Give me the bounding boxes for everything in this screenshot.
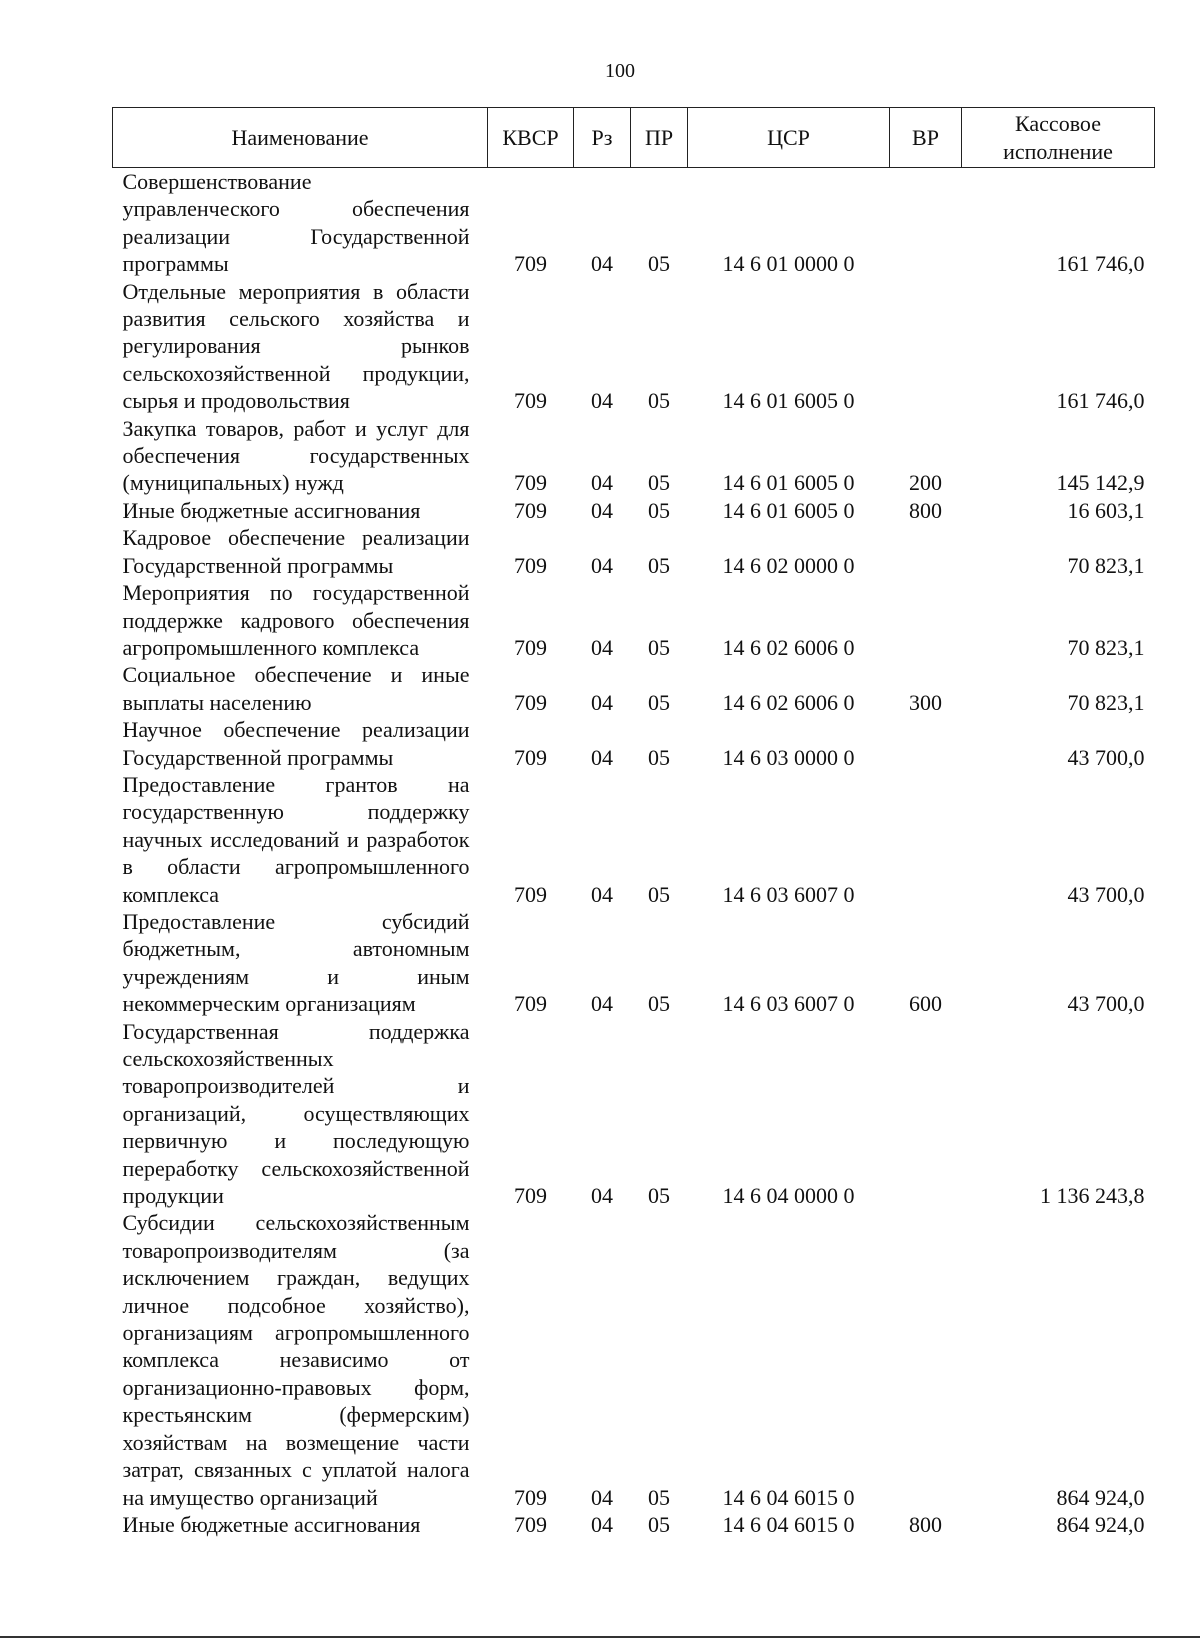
cell-csr: 14 6 01 6005 0 — [722, 497, 855, 523]
cell-amount: 43 700,0 — [1067, 744, 1145, 770]
table-row — [113, 168, 1155, 278]
cell-amount: 43 700,0 — [1067, 991, 1145, 1017]
cell-pr: 05 — [648, 388, 670, 414]
cell-amount: 161 746,0 — [1056, 251, 1145, 277]
cell-amount: 70 823,1 — [1067, 552, 1145, 578]
budget-table — [112, 107, 1155, 1538]
cell-kvsr: 709 — [514, 881, 547, 907]
cell-name: Социальное обеспечение и иные выплаты населению — [122, 662, 470, 715]
cell-csr: 14 6 02 6006 0 — [722, 634, 855, 660]
cell-kvsr: 709 — [514, 1484, 547, 1510]
cell-rz: 04 — [591, 1511, 613, 1537]
table-row — [113, 908, 1155, 1018]
cell-vr — [890, 168, 962, 278]
cell-rz: 04 — [591, 689, 613, 715]
cell-kvsr: 709 — [514, 689, 547, 715]
table-body — [113, 168, 1155, 1539]
cell-pr: 05 — [648, 689, 670, 715]
budget-table-container — [112, 107, 1154, 1538]
cell-rz: 04 — [591, 991, 613, 1017]
table-row — [113, 278, 1155, 415]
cell-amount: 70 823,1 — [1067, 634, 1145, 660]
header-kvsr: КВСР — [488, 108, 574, 168]
cell-name: Предоставление субсидий бюджетным, автономным учреждениям и иным некоммерческим организациям — [122, 908, 470, 1017]
cell-amount: 864 924,0 — [1056, 1511, 1145, 1537]
cell-amount: 161 746,0 — [1056, 388, 1145, 414]
header-amount — [962, 108, 1155, 168]
cell-csr: 14 6 01 6005 0 — [722, 470, 855, 496]
cell-kvsr: 709 — [514, 388, 547, 414]
cell-kvsr: 709 — [514, 552, 547, 578]
header-csr: ЦСР — [688, 108, 890, 168]
cell-kvsr: 709 — [514, 1511, 547, 1537]
cell-vr — [890, 1018, 962, 1210]
table-header — [113, 108, 1155, 168]
cell-name: Совершенствование управленческого обеспечения реализации Государственной программы — [122, 169, 470, 277]
cell-vr — [890, 771, 962, 908]
cell-csr: 14 6 04 6015 0 — [722, 1511, 855, 1537]
cell-kvsr: 709 — [514, 991, 547, 1017]
table-row — [113, 1209, 1155, 1510]
cell-vr: 300 — [909, 689, 942, 715]
cell-amount: 43 700,0 — [1067, 881, 1145, 907]
cell-csr: 14 6 03 6007 0 — [722, 991, 855, 1017]
cell-kvsr: 709 — [514, 744, 547, 770]
cell-amount: 1 136 243,8 — [1040, 1183, 1145, 1209]
table-row — [113, 524, 1155, 579]
cell-vr — [890, 524, 962, 579]
header-rz: Рз — [574, 108, 631, 168]
cell-csr: 14 6 02 6006 0 — [722, 689, 855, 715]
table-row — [113, 1018, 1155, 1210]
cell-pr: 05 — [648, 552, 670, 578]
cell-name: Закупка товаров, работ и услуг для обеспечения государственных (муниципальных) нужд — [122, 415, 470, 496]
cell-rz: 04 — [591, 497, 613, 523]
cell-name: Субсидии сельскохозяйственным товаропроизводителям (за исключением граждан, ведущих личное подсобное хозяйство), организациям агропромышленного комплекса независимо от организационно-правовых форм, крестьянским (фермерским) хозяйствам на возмещение части затрат, связанных с уплатой налога на имущество организаций — [122, 1210, 470, 1510]
cell-rz: 04 — [591, 744, 613, 770]
cell-csr: 14 6 01 6005 0 — [722, 388, 855, 414]
cell-rz: 04 — [591, 1484, 613, 1510]
cell-kvsr: 709 — [514, 497, 547, 523]
cell-name: Государственная поддержка сельскохозяйственных товаропроизводителей и организаций, осуществляющих первичную и последующую переработку сельскохозяйственной продукции — [122, 1018, 470, 1209]
cell-csr: 14 6 03 0000 0 — [722, 744, 855, 770]
cell-name: Научное обеспечение реализации Государственной программы — [122, 717, 470, 770]
cell-csr: 14 6 01 0000 0 — [722, 251, 855, 277]
cell-amount: 16 603,1 — [1067, 497, 1145, 523]
table-row — [113, 771, 1155, 908]
cell-name: Кадровое обеспечение реализации Государственной программы — [122, 525, 470, 578]
table-row — [113, 415, 1155, 497]
cell-amount: 864 924,0 — [1056, 1484, 1145, 1510]
cell-kvsr: 709 — [514, 634, 547, 660]
cell-kvsr: 709 — [514, 251, 547, 277]
cell-csr: 14 6 04 0000 0 — [722, 1183, 855, 1209]
cell-csr: 14 6 03 6007 0 — [722, 881, 855, 907]
header-amount-line2: исполнение — [1003, 138, 1113, 164]
table-row — [113, 579, 1155, 661]
cell-rz: 04 — [591, 251, 613, 277]
table-row — [113, 1511, 1155, 1538]
cell-rz: 04 — [591, 634, 613, 660]
cell-rz: 04 — [591, 881, 613, 907]
cell-name: Иные бюджетные ассигнования — [122, 497, 421, 523]
cell-vr — [890, 278, 962, 415]
cell-name: Иные бюджетные ассигнования — [122, 1511, 421, 1537]
cell-pr: 05 — [648, 1183, 670, 1209]
bottom-edge-line — [0, 1636, 1200, 1638]
cell-vr: 600 — [909, 991, 942, 1017]
table-row — [113, 497, 1155, 524]
cell-vr: 800 — [909, 497, 942, 523]
cell-csr: 14 6 02 0000 0 — [722, 552, 855, 578]
cell-pr: 05 — [648, 1484, 670, 1510]
cell-amount: 145 142,9 — [1056, 470, 1145, 496]
header-name: Наименование — [113, 108, 488, 168]
cell-pr: 05 — [648, 991, 670, 1017]
table-row — [113, 661, 1155, 716]
cell-rz: 04 — [591, 552, 613, 578]
cell-kvsr: 709 — [514, 470, 547, 496]
cell-rz: 04 — [591, 1183, 613, 1209]
cell-pr: 05 — [648, 744, 670, 770]
cell-rz: 04 — [591, 470, 613, 496]
cell-vr — [890, 579, 962, 661]
cell-pr: 05 — [648, 497, 670, 523]
cell-kvsr: 709 — [514, 1183, 547, 1209]
cell-csr: 14 6 04 6015 0 — [722, 1484, 855, 1510]
cell-vr — [890, 1209, 962, 1510]
cell-amount: 70 823,1 — [1067, 689, 1145, 715]
page-number: 100 — [605, 60, 635, 82]
header-pr: ПР — [631, 108, 688, 168]
cell-name: Отдельные мероприятия в области развития сельского хозяйства и регулирования рынков сельскохозяйственной продукции, сырья и продовольствия — [122, 278, 470, 414]
cell-vr: 800 — [909, 1511, 942, 1537]
cell-vr: 200 — [909, 470, 942, 496]
cell-pr: 05 — [648, 251, 670, 277]
cell-pr: 05 — [648, 634, 670, 660]
cell-name: Мероприятия по государственной поддержке кадрового обеспечения агропромышленного комплекса — [122, 580, 470, 660]
cell-pr: 05 — [648, 1511, 670, 1537]
cell-pr: 05 — [648, 881, 670, 907]
cell-rz: 04 — [591, 388, 613, 414]
cell-vr — [890, 716, 962, 771]
cell-pr: 05 — [648, 470, 670, 496]
cell-name: Предоставление грантов на государственную поддержку научных исследований и разработок в области агропромышленного комплекса — [122, 771, 470, 907]
header-vr: ВР — [890, 108, 962, 168]
table-row — [113, 716, 1155, 771]
header-amount-line1: Кассовое — [1015, 110, 1101, 136]
